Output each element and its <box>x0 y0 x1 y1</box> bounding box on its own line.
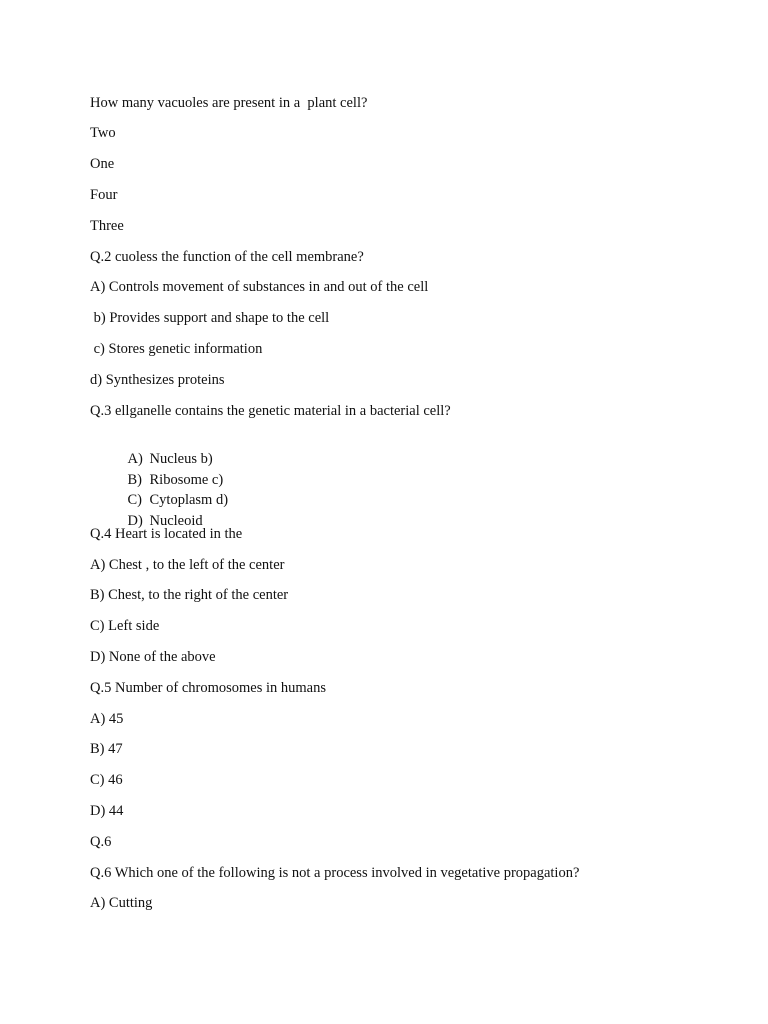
answer-option: D) 44 <box>90 803 124 819</box>
answer-option: One <box>90 156 115 172</box>
answer-option: D) None of the above <box>90 649 216 665</box>
answer-option: Three <box>90 218 124 234</box>
answer-option: b) Provides support and shape to the cell <box>90 310 330 326</box>
question-6: Q.6 Which one of the following is not a process involved in vegetative propagation? <box>90 865 580 881</box>
question-2: Q.2 cuoless the function of the cell membrane? <box>90 249 364 265</box>
question-4: Q.4 Heart is located in the <box>90 526 243 542</box>
answer-option: B) 47 <box>90 741 123 757</box>
answer-option: Four <box>90 187 118 203</box>
answer-option: A) 45 <box>90 711 124 727</box>
answer-option: C) 46 <box>90 772 123 788</box>
answer-option: d) Synthesizes proteins <box>90 372 225 388</box>
list-item-letter: D) <box>127 513 143 529</box>
list-item-letter: B) <box>127 472 142 488</box>
answer-option: B) Chest, to the right of the center <box>90 587 289 603</box>
answer-option: A) Chest , to the left of the center <box>90 557 285 573</box>
answer-option: Two <box>90 125 116 141</box>
list-item-text: Ribosome c) <box>149 472 224 488</box>
list-item-letter: A) <box>127 451 143 467</box>
answer-option: C) Left side <box>90 618 160 634</box>
answer-option: A) Cutting <box>90 895 153 911</box>
list-item-text: Nucleoid <box>149 513 203 529</box>
list-item-text: Cytoplasm d) <box>149 492 229 508</box>
question-5: Q.5 Number of chromosomes in humans <box>90 680 326 696</box>
list-item-letter: C) <box>127 492 142 508</box>
question-1: How many vacuoles are present in a plant cell? <box>90 95 368 111</box>
answer-option: A) Controls movement of substances in and out of the cell <box>90 279 429 295</box>
list-item-text: Nucleus b) <box>149 451 213 467</box>
answer-option: c) Stores genetic information <box>90 341 263 357</box>
question-6-label: Q.6 <box>90 834 112 850</box>
question-3: Q.3 ellganelle contains the genetic material in a bacterial cell? <box>90 403 451 419</box>
